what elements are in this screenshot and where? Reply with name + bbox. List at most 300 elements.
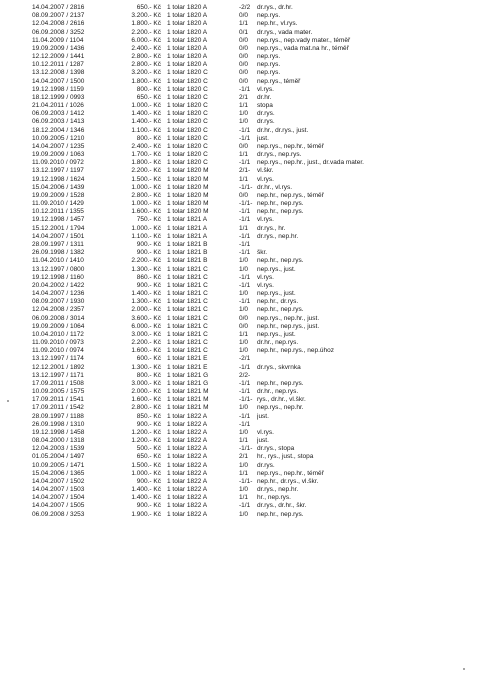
ledger-row bbox=[32, 364, 472, 372]
price: 1.800.- Kč bbox=[131, 159, 161, 167]
ledger-row bbox=[32, 355, 472, 363]
coin-description: 1 tolar 1822 A bbox=[167, 477, 208, 485]
coin-description: 1 tolar 1820 C bbox=[167, 142, 208, 150]
coin-description: 1 tolar 1820 M bbox=[167, 183, 209, 191]
condition-notes: nep.rys., téměř bbox=[257, 77, 301, 85]
price: 900.- Kč bbox=[136, 420, 161, 428]
coin-description: 1 tolar 1820 M bbox=[167, 191, 209, 199]
ledger-row bbox=[32, 462, 472, 470]
condition-notes: nep.rys. bbox=[257, 61, 281, 69]
ledger-row bbox=[32, 208, 472, 216]
grade: -1/1- bbox=[239, 200, 253, 208]
coin-description: 1 tolar 1820 A bbox=[167, 44, 208, 52]
price: 1.600.- Kč bbox=[131, 347, 161, 355]
condition-notes: nep.rys. bbox=[257, 12, 281, 20]
grade: 2/1- bbox=[239, 167, 251, 175]
sale-date-lot: 06.09.2008 / 3252 bbox=[32, 28, 85, 36]
grade: -1/1 bbox=[239, 159, 251, 167]
grade: 0/0 bbox=[239, 142, 249, 150]
ledger-row bbox=[32, 421, 472, 429]
condition-notes: nep.rys., nep.hr., téměř bbox=[257, 469, 324, 477]
sale-date-lot: 19.12.1998 / 1160 bbox=[32, 273, 84, 281]
condition-notes: rys., dr.hr., vl.škr. bbox=[257, 396, 306, 404]
price: 650.- Kč bbox=[136, 4, 161, 11]
sale-date-lot: 19.12.1998 / 1159 bbox=[32, 85, 84, 93]
grade: 1/0 bbox=[239, 510, 249, 518]
ledger-row bbox=[32, 20, 472, 28]
ledger-row bbox=[32, 388, 472, 396]
price: 900.- Kč bbox=[136, 477, 161, 485]
grade: 1/0 bbox=[239, 290, 249, 298]
sale-date-lot: 20.04.2002 / 1422 bbox=[32, 281, 85, 289]
grade: 1/0 bbox=[239, 339, 249, 347]
ledger-row bbox=[32, 274, 472, 282]
condition-notes: vl.rys. bbox=[257, 175, 274, 183]
grade: 0/0 bbox=[239, 12, 249, 20]
price: 1.600.- Kč bbox=[131, 396, 161, 404]
coin-description: 1 tolar 1821 A bbox=[167, 216, 208, 224]
sale-date-lot: 19.09.2009 / 1064 bbox=[32, 322, 85, 330]
grade: 1/1 bbox=[239, 224, 249, 232]
condition-notes: nep.hr., nep.rys. bbox=[257, 379, 304, 387]
ledger-row bbox=[32, 290, 472, 298]
coin-description: 1 tolar 1820 A bbox=[167, 4, 208, 11]
sale-date-lot: 19.09.2009 / 1528 bbox=[32, 191, 85, 199]
coin-description: 1 tolar 1821 B bbox=[167, 240, 208, 248]
price: 1.900.- Kč bbox=[131, 510, 161, 518]
sale-date-lot: 12.04.2003 / 1539 bbox=[32, 445, 85, 453]
price: 1.000.- Kč bbox=[131, 469, 161, 477]
coin-description: 1 tolar 1821 C bbox=[167, 281, 208, 289]
sale-date-lot: 12.04.2008 / 2357 bbox=[32, 306, 85, 314]
ledger-row bbox=[32, 110, 472, 118]
grade: 0/0 bbox=[239, 69, 249, 77]
grade: -1/1- bbox=[239, 477, 253, 485]
price: 2.200.- Kč bbox=[131, 167, 161, 175]
coin-description: 1 tolar 1821 A bbox=[167, 232, 208, 240]
sale-date-lot: 14.04.2007 / 1236 bbox=[32, 290, 85, 298]
condition-notes: just. bbox=[257, 437, 269, 445]
price: 3.600.- Kč bbox=[131, 314, 161, 322]
ledger-row bbox=[32, 225, 472, 233]
price: 1.800.- Kč bbox=[131, 77, 161, 85]
price: 650.- Kč bbox=[136, 453, 161, 461]
ledger-row bbox=[32, 470, 472, 478]
coin-description: 1 tolar 1820 C bbox=[167, 110, 208, 118]
coin-description: 1 tolar 1821 B bbox=[167, 257, 208, 265]
sale-date-lot: 12.12.2001 / 1892 bbox=[32, 363, 85, 371]
price: 750.- Kč bbox=[136, 216, 161, 224]
grade: 0/0 bbox=[239, 322, 249, 330]
grade: 2/1 bbox=[239, 453, 249, 461]
sale-date-lot: 11.09.2010 / 0974 bbox=[32, 347, 84, 355]
coin-description: 1 tolar 1821 C bbox=[167, 298, 208, 306]
grade: -1/1 bbox=[239, 363, 251, 371]
sale-date-lot: 13.12.1997 / 1174 bbox=[32, 355, 84, 363]
ledger-row bbox=[32, 429, 472, 437]
sale-date-lot: 15.04.2006 / 1439 bbox=[32, 183, 85, 191]
sale-date-lot: 10.04.2010 / 1172 bbox=[32, 330, 84, 338]
grade: 0/1 bbox=[239, 28, 249, 36]
ledger-row bbox=[32, 404, 472, 412]
ledger-row bbox=[32, 372, 472, 380]
condition-notes bbox=[257, 241, 467, 249]
sale-date-lot: 13.12.1997 / 1171 bbox=[32, 371, 84, 379]
condition-notes: vl.rys. bbox=[257, 428, 274, 436]
ledger-row bbox=[32, 453, 472, 461]
ledger-row bbox=[32, 12, 472, 20]
coin-description: 1 tolar 1820 M bbox=[167, 208, 209, 216]
coin-description: 1 tolar 1820 A bbox=[167, 53, 208, 61]
sale-date-lot: 18.12.2004 / 1346 bbox=[32, 126, 85, 134]
price: 1.100.- Kč bbox=[131, 232, 161, 240]
price: 900.- Kč bbox=[136, 249, 161, 257]
price: 3.200.- Kč bbox=[131, 12, 161, 20]
condition-notes: dr.hr., nep.rys. bbox=[257, 339, 299, 347]
condition-notes: dr.rys., dr.hr. bbox=[257, 4, 293, 11]
coin-description: 1 tolar 1821 C bbox=[167, 330, 208, 338]
sale-date-lot: 13.12.1997 / 1197 bbox=[32, 167, 84, 175]
sale-date-lot: 17.09.2011 / 1542 bbox=[32, 404, 84, 412]
coin-description: 1 tolar 1821 C bbox=[167, 339, 208, 347]
ledger-row bbox=[32, 53, 472, 61]
sale-date-lot: 13.12.1997 / 0800 bbox=[32, 265, 85, 273]
condition-notes: nep.hr., nep.rys. bbox=[257, 208, 304, 216]
coin-description: 1 tolar 1820 M bbox=[167, 167, 209, 175]
coin-description: 1 tolar 1822 A bbox=[167, 494, 208, 502]
ledger-row bbox=[32, 184, 472, 192]
grade: 1/0 bbox=[239, 265, 249, 273]
price: 860.- Kč bbox=[136, 273, 161, 281]
grade: -1/1 bbox=[239, 232, 251, 240]
condition-notes: škr. bbox=[257, 249, 268, 257]
price: 1.400.- Kč bbox=[131, 118, 161, 126]
condition-notes: dr.hr. bbox=[257, 93, 272, 101]
grade: -1/1- bbox=[239, 396, 253, 404]
ledger-row bbox=[32, 347, 472, 355]
grade: -2/1 bbox=[239, 355, 251, 363]
coin-description: 1 tolar 1820 C bbox=[167, 118, 208, 126]
grade: -1/1 bbox=[239, 216, 251, 224]
condition-notes: just. bbox=[257, 412, 269, 420]
price: 1.400.- Kč bbox=[131, 494, 161, 502]
condition-notes: vl.škr. bbox=[257, 167, 274, 175]
grade: 2/1 bbox=[239, 93, 249, 101]
ledger-row bbox=[32, 192, 472, 200]
condition-notes: dr.rys., nep.hr. bbox=[257, 486, 299, 494]
sale-date-lot: 14.04.2007 / 2816 bbox=[32, 4, 85, 11]
sale-date-lot: 10.09.2005 / 1471 bbox=[32, 461, 85, 469]
coin-description: 1 tolar 1821 C bbox=[167, 322, 208, 330]
ledger-row bbox=[32, 167, 472, 175]
grade: 0/0 bbox=[239, 191, 249, 199]
condition-notes: nep.hr., nep.rys., nep.úhoz bbox=[257, 347, 334, 355]
coin-description: 1 tolar 1821 C bbox=[167, 290, 208, 298]
coin-description: 1 tolar 1821 C bbox=[167, 306, 208, 314]
condition-notes: dr.rys., nep.hr. bbox=[257, 232, 299, 240]
sale-date-lot: 10.12.2011 / 1355 bbox=[32, 208, 84, 216]
coin-description: 1 tolar 1820 C bbox=[167, 134, 208, 142]
ledger-row bbox=[32, 306, 472, 314]
price: 800.- Kč bbox=[136, 371, 161, 379]
sale-date-lot: 17.09.2011 / 1508 bbox=[32, 379, 84, 387]
grade: 1/0 bbox=[239, 110, 249, 118]
sale-date-lot: 18.12.1999 / 0993 bbox=[32, 93, 85, 101]
sale-date-lot: 10.12.2011 / 1287 bbox=[32, 61, 84, 69]
sale-date-lot: 06.09.2008 / 3253 bbox=[32, 510, 85, 518]
condition-notes: dr.rys., hr. bbox=[257, 224, 286, 232]
grade: 1/0 bbox=[239, 486, 249, 494]
ledger-row bbox=[32, 315, 472, 323]
condition-notes: dr.rys., skvrnka bbox=[257, 363, 301, 371]
sale-date-lot: 19.12.1998 / 1457 bbox=[32, 216, 85, 224]
ledger-row bbox=[32, 118, 472, 126]
coin-description: 1 tolar 1822 A bbox=[167, 510, 208, 518]
condition-notes: vl.rys. bbox=[257, 85, 274, 93]
sale-date-lot: 14.04.2007 / 1501 bbox=[32, 232, 85, 240]
grade: 1/0 bbox=[239, 347, 249, 355]
grade: 0/0 bbox=[239, 314, 249, 322]
sale-date-lot: 11.09.2010 / 1429 bbox=[32, 200, 84, 208]
price: 2.400.- Kč bbox=[131, 142, 161, 150]
price: 1.400.- Kč bbox=[131, 110, 161, 118]
ledger-row bbox=[32, 478, 472, 486]
condition-notes: nep.rys., vada mat.na hr., téměř bbox=[257, 44, 349, 52]
price: 900.- Kč bbox=[136, 502, 161, 510]
ledger-row bbox=[32, 159, 472, 167]
ledger-row bbox=[32, 413, 472, 421]
grade: -1/1 bbox=[239, 249, 251, 257]
sale-date-lot: 15.04.2006 / 1365 bbox=[32, 469, 85, 477]
ledger-row bbox=[32, 135, 472, 143]
grade: 1/0 bbox=[239, 306, 249, 314]
coin-description: 1 tolar 1822 A bbox=[167, 437, 208, 445]
scan-speck bbox=[463, 668, 465, 670]
condition-notes: hr., nep.rys. bbox=[257, 494, 291, 502]
grade: -1/1 bbox=[239, 388, 251, 396]
condition-notes: nep.hr., dr.rys., vl.škr. bbox=[257, 477, 319, 485]
price: 850.- Kč bbox=[136, 412, 161, 420]
price: 1.000.- Kč bbox=[131, 102, 161, 110]
coin-description: 1 tolar 1820 A bbox=[167, 28, 208, 36]
sale-date-lot: 19.12.1998 / 1458 bbox=[32, 428, 85, 436]
price: 800.- Kč bbox=[136, 85, 161, 93]
sale-date-lot: 06.09.2003 / 1412 bbox=[32, 110, 85, 118]
price: 2.200.- Kč bbox=[131, 28, 161, 36]
grade: -1/1 bbox=[239, 379, 251, 387]
sale-date-lot: 14.04.2007 / 1503 bbox=[32, 486, 85, 494]
ledger-row bbox=[32, 4, 472, 12]
coin-description: 1 tolar 1822 A bbox=[167, 445, 208, 453]
ledger-row bbox=[32, 233, 472, 241]
grade: 1/1 bbox=[239, 102, 249, 110]
coin-description: 1 tolar 1820 A bbox=[167, 20, 208, 28]
coin-description: 1 tolar 1820 C bbox=[167, 69, 208, 77]
grade: 0/0 bbox=[239, 77, 249, 85]
price: 6.000.- Kč bbox=[131, 36, 161, 44]
price: 1.700.- Kč bbox=[131, 151, 161, 159]
sale-date-lot: 10.09.2005 / 1210 bbox=[32, 134, 85, 142]
sale-date-lot: 08.09.2007 / 2137 bbox=[32, 12, 85, 20]
condition-notes: nep.rys. bbox=[257, 69, 281, 77]
condition-notes: nep.rys. bbox=[257, 53, 281, 61]
coin-description: 1 tolar 1821 M bbox=[167, 396, 209, 404]
sale-date-lot: 14.04.2007 / 1500 bbox=[32, 77, 85, 85]
price: 900.- Kč bbox=[136, 281, 161, 289]
condition-notes: vl.rys. bbox=[257, 273, 274, 281]
ledger-row bbox=[32, 78, 472, 86]
sale-date-lot: 26.09.1998 / 1310 bbox=[32, 420, 85, 428]
price: 500.- Kč bbox=[136, 445, 161, 453]
coin-description: 1 tolar 1820 C bbox=[167, 126, 208, 134]
condition-notes: dr.rys., stopa bbox=[257, 445, 295, 453]
sale-date-lot: 15.12.2001 / 1794 bbox=[32, 224, 85, 232]
ledger-row bbox=[32, 511, 472, 519]
ledger-row bbox=[32, 61, 472, 69]
sale-date-lot: 11.09.2010 / 0973 bbox=[32, 339, 84, 347]
price: 1.300.- Kč bbox=[131, 265, 161, 273]
ledger-row bbox=[32, 445, 472, 453]
sale-date-lot: 13.12.2008 / 1398 bbox=[32, 69, 85, 77]
grade: -1/1 bbox=[239, 281, 251, 289]
price: 2.800.- Kč bbox=[131, 191, 161, 199]
condition-notes: nep.hr., nep.rys. bbox=[257, 510, 304, 518]
grade: -1/1- bbox=[239, 183, 253, 191]
sale-date-lot: 08.09.2007 / 1930 bbox=[32, 298, 85, 306]
grade: 1/0 bbox=[239, 404, 249, 412]
condition-notes: nep.rys., nep.hr., just. bbox=[257, 314, 320, 322]
condition-notes: nep.hr., nep.rys., téměř bbox=[257, 191, 324, 199]
grade: -2/2 bbox=[239, 4, 251, 11]
condition-notes: just. bbox=[257, 134, 269, 142]
coin-description: 1 tolar 1820 C bbox=[167, 159, 208, 167]
condition-notes: dr.rys., vada mater. bbox=[257, 28, 313, 36]
ledger-row bbox=[32, 323, 472, 331]
grade: -1/1 bbox=[239, 126, 251, 134]
grade: -1/1 bbox=[239, 420, 251, 428]
auction-ledger bbox=[32, 4, 472, 519]
ledger-row bbox=[32, 282, 472, 290]
price: 1.000.- Kč bbox=[131, 183, 161, 191]
ledger-row bbox=[32, 380, 472, 388]
coin-description: 1 tolar 1822 A bbox=[167, 428, 208, 436]
grade: -1/1- bbox=[239, 445, 253, 453]
grade: -1/1 bbox=[239, 240, 251, 248]
ledger-row bbox=[32, 339, 472, 347]
coin-description: 1 tolar 1821 C bbox=[167, 265, 208, 273]
coin-description: 1 tolar 1820 C bbox=[167, 151, 208, 159]
sale-date-lot: 06.09.2008 / 3014 bbox=[32, 314, 85, 322]
grade: 1/1 bbox=[239, 437, 249, 445]
condition-notes: dr.rys. bbox=[257, 118, 275, 126]
coin-description: 1 tolar 1821 M bbox=[167, 404, 209, 412]
ledger-row bbox=[32, 216, 472, 224]
price: 6.000.- Kč bbox=[131, 322, 161, 330]
ledger-row bbox=[32, 249, 472, 257]
ledger-row bbox=[32, 69, 472, 77]
grade: 0/0 bbox=[239, 53, 249, 61]
coin-description: 1 tolar 1822 A bbox=[167, 469, 208, 477]
ledger-row bbox=[32, 331, 472, 339]
coin-description: 1 tolar 1820 M bbox=[167, 200, 209, 208]
grade: 0/0 bbox=[239, 36, 249, 44]
coin-description: 1 tolar 1822 A bbox=[167, 502, 208, 510]
ledger-row bbox=[32, 151, 472, 159]
price: 800.- Kč bbox=[136, 134, 161, 142]
ledger-row bbox=[32, 266, 472, 274]
sale-date-lot: 11.04.2009 / 1104 bbox=[32, 36, 84, 44]
price: 2.800.- Kč bbox=[131, 53, 161, 61]
coin-description: 1 tolar 1821 C bbox=[167, 273, 208, 281]
price: 2.800.- Kč bbox=[131, 404, 161, 412]
price: 3.200.- Kč bbox=[131, 69, 161, 77]
price: 1.100.- Kč bbox=[131, 126, 161, 134]
sale-date-lot: 14.04.2007 / 1235 bbox=[32, 142, 85, 150]
price: 3.000.- Kč bbox=[131, 330, 161, 338]
sale-date-lot: 11.04.2010 / 1410 bbox=[32, 257, 84, 265]
price: 3.000.- Kč bbox=[131, 379, 161, 387]
price: 1.800.- Kč bbox=[131, 20, 161, 28]
coin-description: 1 tolar 1822 A bbox=[167, 420, 208, 428]
price: 1.500.- Kč bbox=[131, 175, 161, 183]
price: 1.500.- Kč bbox=[131, 461, 161, 469]
ledger-row bbox=[32, 29, 472, 37]
condition-notes: nep.rys., just. bbox=[257, 265, 296, 273]
grade: 1/0 bbox=[239, 461, 249, 469]
price: 1.200.- Kč bbox=[131, 428, 161, 436]
coin-description: 1 tolar 1821 G bbox=[167, 371, 209, 379]
grade: 1/1 bbox=[239, 151, 249, 159]
ledger-row bbox=[32, 86, 472, 94]
grade: 0/0 bbox=[239, 61, 249, 69]
ledger-row bbox=[32, 437, 472, 445]
sale-date-lot: 08.04.2000 / 1318 bbox=[32, 437, 85, 445]
coin-description: 1 tolar 1821 E bbox=[167, 363, 208, 371]
coin-description: 1 tolar 1822 A bbox=[167, 412, 208, 420]
price: 2.200.- Kč bbox=[131, 257, 161, 265]
ledger-row bbox=[32, 494, 472, 502]
sale-date-lot: 28.09.1997 / 1188 bbox=[32, 412, 84, 420]
grade: -1/1 bbox=[239, 273, 251, 281]
price: 1.200.- Kč bbox=[131, 437, 161, 445]
ledger-row bbox=[32, 127, 472, 135]
ledger-row bbox=[32, 102, 472, 110]
condition-notes bbox=[257, 421, 467, 429]
ledger-row bbox=[32, 37, 472, 45]
condition-notes: dr.rys., nep.rys. bbox=[257, 151, 302, 159]
grade: -1/1 bbox=[239, 85, 251, 93]
coin-description: 1 tolar 1820 A bbox=[167, 12, 208, 20]
ledger-row bbox=[32, 257, 472, 265]
sale-date-lot: 21.04.2011 / 1026 bbox=[32, 102, 84, 110]
sale-date-lot: 28.09.1997 / 1311 bbox=[32, 240, 84, 248]
sale-date-lot: 14.04.2007 / 1502 bbox=[32, 477, 85, 485]
condition-notes bbox=[257, 355, 467, 363]
coin-description: 1 tolar 1821 B bbox=[167, 249, 208, 257]
condition-notes: nep.hr., dr.rys. bbox=[257, 298, 299, 306]
ledger-row bbox=[32, 241, 472, 249]
price: 1.000.- Kč bbox=[131, 224, 161, 232]
sale-date-lot: 17.09.2011 / 1541 bbox=[32, 396, 84, 404]
ledger-row bbox=[32, 486, 472, 494]
condition-notes: nep.rys., just. bbox=[257, 330, 296, 338]
condition-notes: dr.rys. bbox=[257, 461, 275, 469]
grade: 1/1 bbox=[239, 330, 249, 338]
coin-description: 1 tolar 1820 C bbox=[167, 93, 208, 101]
ledger-row bbox=[32, 396, 472, 404]
price: 650.- Kč bbox=[136, 93, 161, 101]
condition-notes: dr.hr., vl.rys. bbox=[257, 183, 293, 191]
